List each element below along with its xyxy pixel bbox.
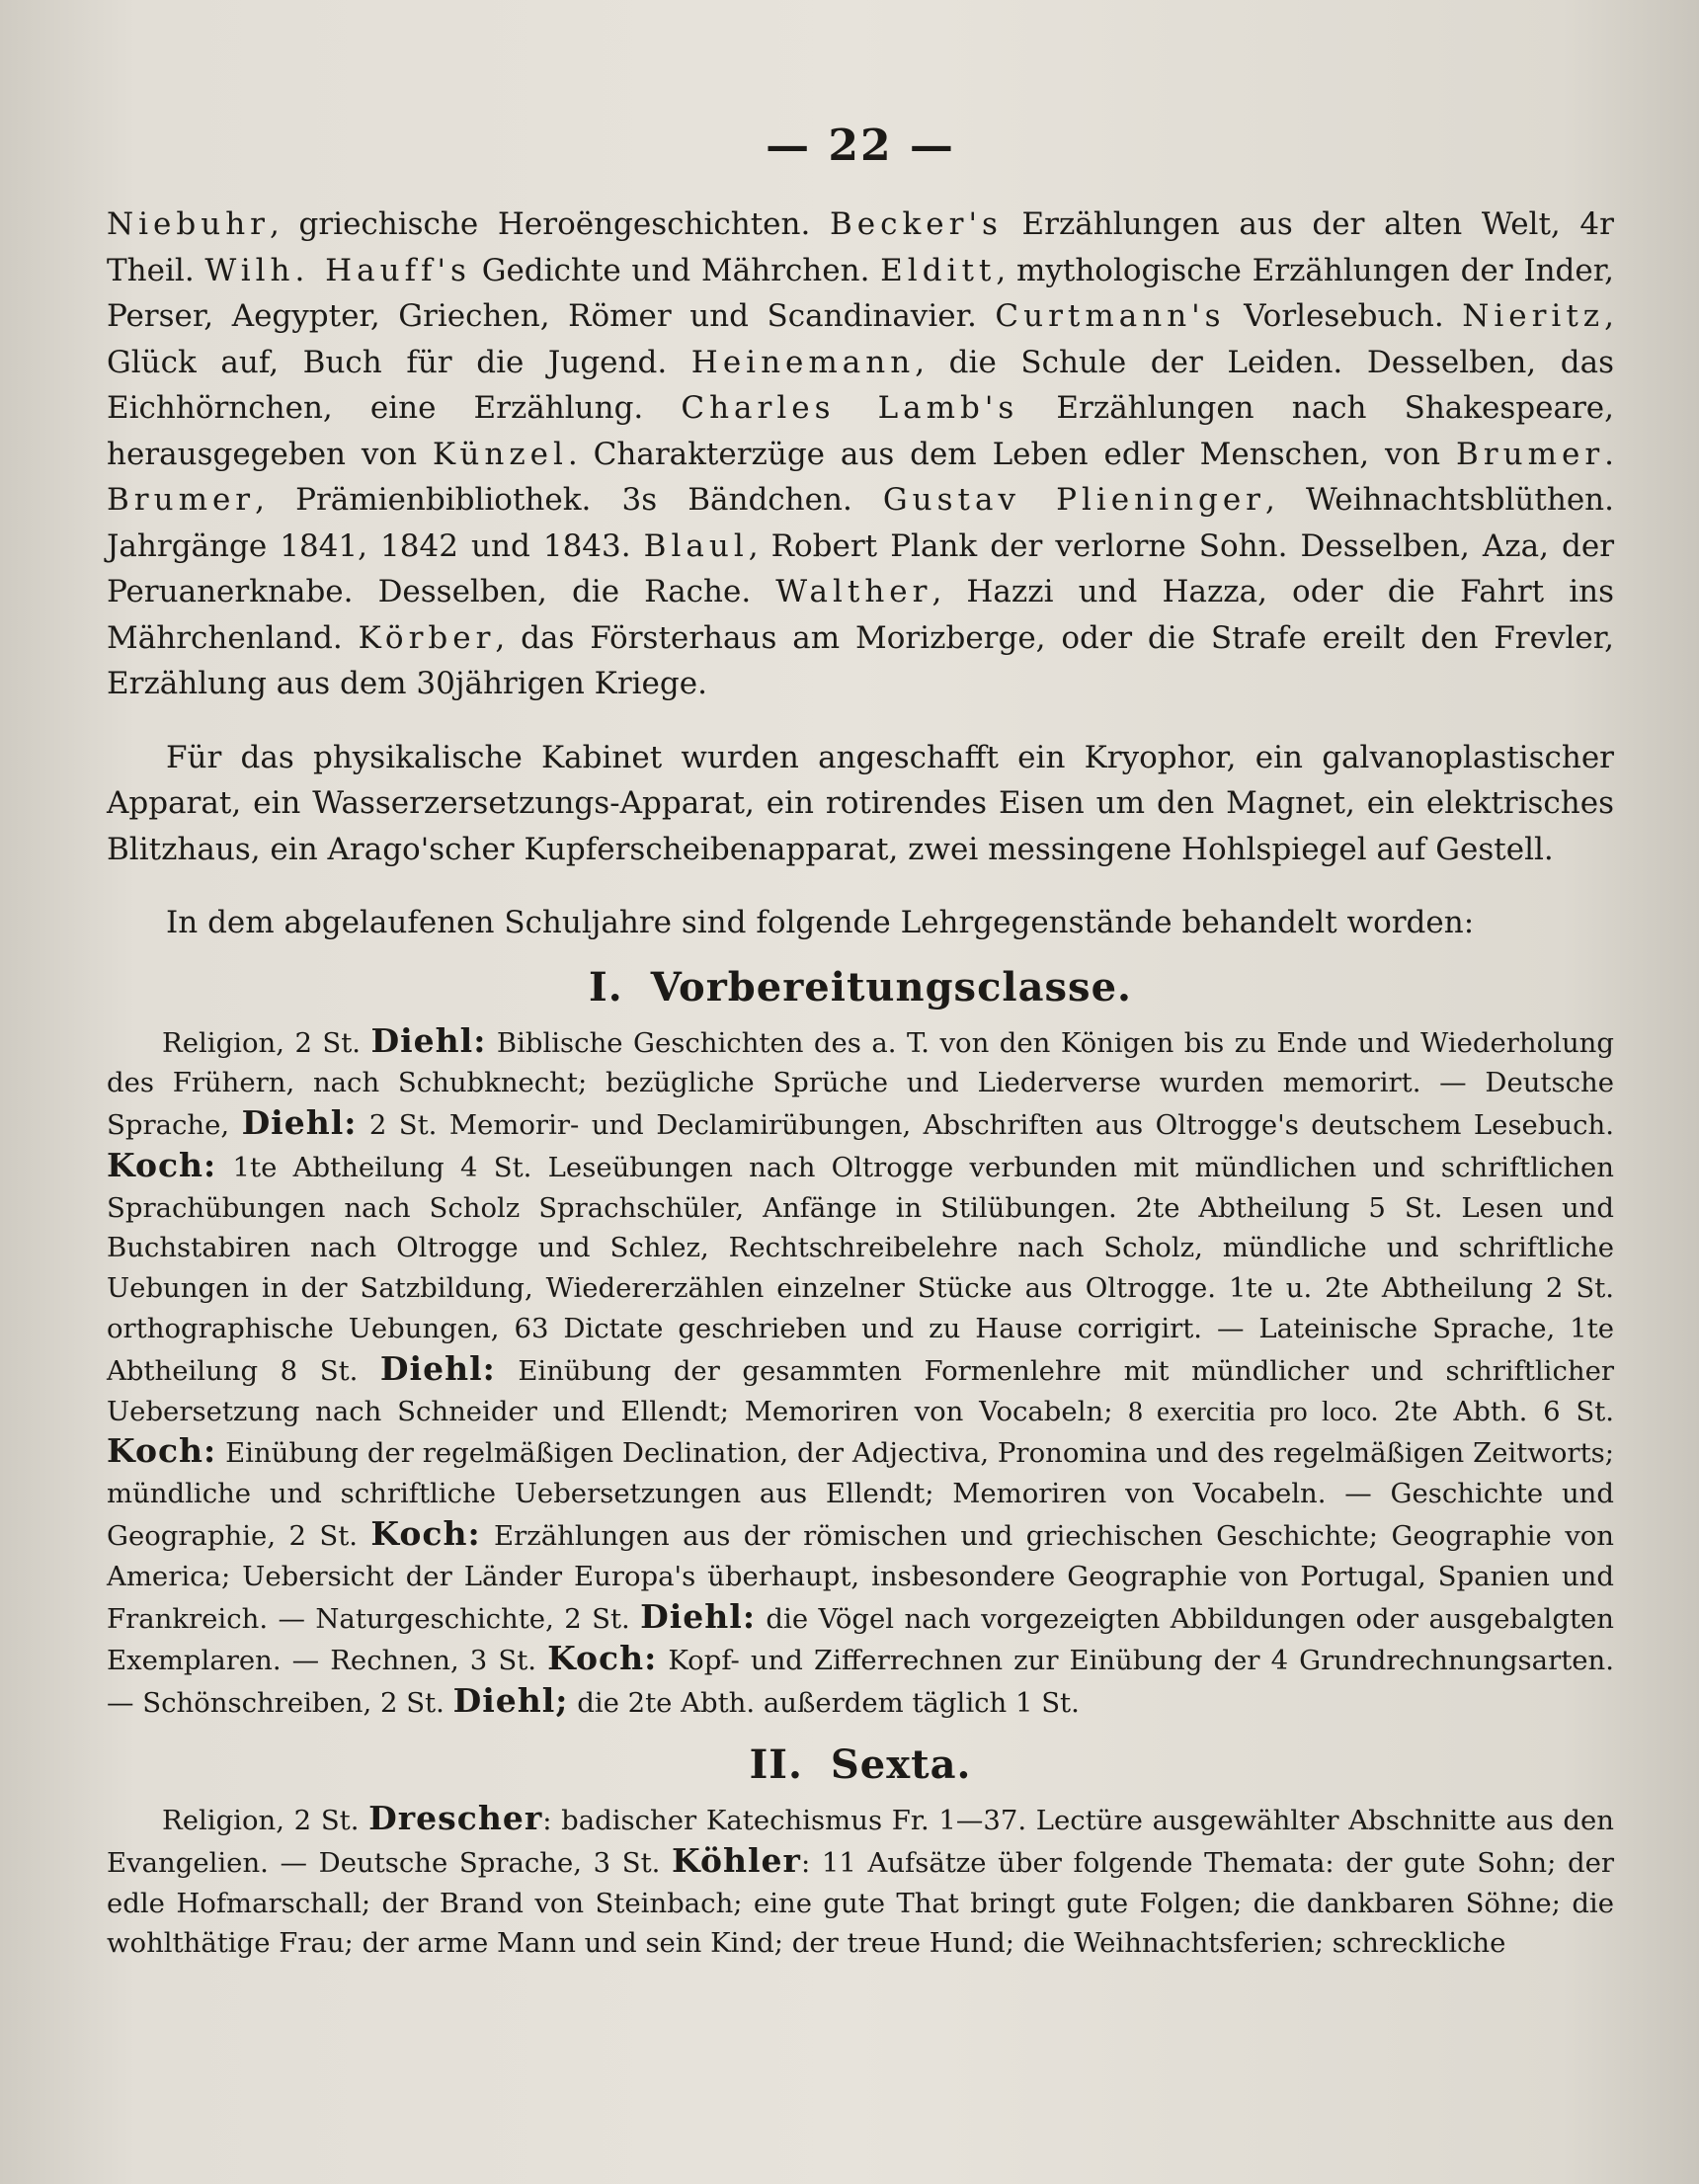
author-plieninger: Gustav Plieninger	[882, 482, 1265, 518]
page-number: — 22 —	[766, 121, 955, 171]
list-text: , Robert Plank der verlorne Sohn. Desselben, Aza, der Peruanerknabe. Desselben, die Rache.	[107, 527, 1615, 609]
body-text: Erzählungen aus der römischen und griechischen Geschichte; Geographie von America; Uebersicht der Länder Europa's überhaupt, insbesondere Geographie von Portugal, Spanien und Frankreich. — Naturgeschichte, 2 St.	[107, 1520, 1614, 1635]
teacher-name: Diehl:	[640, 1596, 757, 1636]
physics-cabinet-paragraph: Für das physikalische Kabinet wurden angeschafft ein Kryophor, ein galvanoplastischer Apparat, ein Wasserzersetzungs-Apparat, ein rotirendes Eisen um den Magnet, ein elektrisches Blitzhaus, ein Arago'scher Kupferscheibenapparat, zwei messingene Hohlspiegel auf Gestell.	[107, 739, 1614, 867]
body-text: 2te Abth. 6 St.	[1378, 1395, 1614, 1427]
body-text: 2 St. Memorir- und Declamirübungen, Abschriften aus Oltrogge's deutschem Lesebuch.	[357, 1109, 1615, 1142]
teacher-name: Diehl;	[452, 1681, 569, 1721]
section-heading-vorbereitungsclasse	[107, 960, 1614, 1015]
author-hauff: Wilh. Hauff's	[204, 252, 471, 288]
section-heading-sexta	[107, 1738, 1614, 1793]
section-title: Vorbereitungsclasse.	[650, 963, 1132, 1011]
section-title: Sexta.	[830, 1741, 972, 1789]
author-nieritz: Nieritz	[1462, 298, 1605, 334]
list-text: , Hazzi und Hazza, oder die Fahrt ins Mährchenland.	[107, 574, 1614, 656]
body-text: Einübung der gesammten Formenlehre mit mündlicher und schriftlicher Uebersetzung nach Schneider und Ellendt; Memoriren von Vocabeln;	[107, 1354, 1614, 1427]
body-text: Religion, 2 St.	[162, 1805, 369, 1837]
list-text: Gedichte und Mährchen.	[470, 252, 881, 288]
author-kuenzel: Künzel	[432, 436, 568, 472]
teacher-name: Diehl:	[241, 1103, 358, 1143]
body-text: Religion, 2 St.	[162, 1026, 371, 1059]
teacher-name: Koch:	[107, 1145, 217, 1184]
section2-body	[107, 1799, 1614, 1964]
author-lamb: Charles Lamb's	[681, 390, 1019, 426]
list-text: , Prämienbibliothek. 3s Bändchen.	[255, 482, 883, 518]
author-elditt: Elditt	[880, 252, 997, 288]
list-text: , griechische Heroëngeschichten.	[269, 206, 830, 242]
body-text: die Vögel nach vorgezeigten Abbildungen oder ausgebalgten Exemplaren. — Rechnen, 3 St.	[107, 1602, 1614, 1677]
author-brumer: Brumer	[107, 482, 256, 518]
list-text: Erzählungen nach Shakespeare, herausgegeben von	[107, 390, 1614, 472]
author-walther: Walther	[775, 574, 932, 609]
author-curtmann: Curtmann's	[995, 298, 1226, 334]
list-text: , die Schule der Leiden. Desselben, das Eichhörnchen, eine Erzählung.	[107, 344, 1615, 426]
list-text: , das Försterhaus am Morizberge, oder die Strafe ereilt den Frevler, Erzählung aus dem 30jährigen Kriege.	[107, 619, 1614, 701]
body-text: 1te Abtheilung 4 St. Leseübungen nach Oltrogge verbunden mit mündlichen und schriftlichen Sprachübungen nach Scholz Sprachschüler, Anfänge in Stilübungen. 2te Abtheilung 5 St. Lesen und Buchstabiren nach Oltrogge und Schlez, Rechtschreibelehre nach Scholz, mündliche und schriftliche Uebungen in der Satzbildung, Wiedererzählen einzelner Stücke aus Oltrogge. 1te u. 2te Abtheilung 2 St. orthographische Uebungen, 63 Dictate geschrieben und zu Hause corrigirt. — Lateinische Sprache, 1te Abtheilung 8 St.	[107, 1151, 1614, 1387]
latin-phrase: 8 exercitia pro loco.	[1128, 1395, 1379, 1427]
author-blaul: Blaul	[643, 527, 749, 564]
body-text: : 11 Aufsätze über folgende Themata: der gute Sohn; der edle Hofmarschall; der Brand von Steinbach; eine gute That bringt gute Folgen; die dankbaren Söhne; die wohlthätige Frau; der arme Mann und sein Kind; der treue Hund; die Weihnachtsferien; schreckliche	[107, 1846, 1614, 1960]
body-text: Biblische Geschichten des a. T. von den Königen bis zu Ende und Wiederholung des Frühern, nach Schubknecht; bezügliche Sprüche und Liederverse wurden memorirt. — Deutsche Sprache,	[107, 1026, 1614, 1142]
teacher-name: Koch:	[547, 1639, 658, 1678]
author-niebuhr: Niebuhr	[107, 206, 270, 242]
list-text: .	[1604, 436, 1614, 472]
teacher-name: Diehl:	[370, 1020, 487, 1060]
list-text: , Glück auf, Buch für die Jugend.	[107, 298, 1614, 380]
author-brumer: Brumer	[1456, 436, 1605, 472]
section-number: I.	[589, 963, 623, 1011]
author-heinemann: Heinemann	[690, 344, 916, 380]
intro-paragraph: In dem abgelaufenen Schuljahre sind folgende Lehrgegenstände behandelt worden:	[166, 905, 1475, 940]
section-number: II.	[749, 1741, 803, 1789]
section1-body	[107, 1021, 1614, 1725]
teacher-name: Diehl:	[379, 1348, 496, 1388]
body-text: Einübung der regelmäßigen Declination, der Adjectiva, Pronomina und des regelmäßigen Zeitworts; mündliche und schriftliche Uebersetzungen aus Ellendt; Memoriren von Vocabeln. — Geschichte und Geographie, 2 St.	[107, 1437, 1614, 1553]
list-text: Vorlesebuch.	[1225, 298, 1463, 334]
teacher-name: Drescher	[368, 1799, 543, 1838]
teacher-name: Koch:	[107, 1431, 217, 1471]
list-text: , Weihnachtsblüthen. Jahrgänge 1841, 1842 und 1843.	[107, 482, 1614, 564]
teacher-name: Koch:	[370, 1514, 481, 1554]
list-text: , mythologische Erzählungen der Inder, Perser, Aegypter, Griechen, Römer und Scandinavier.	[107, 252, 1614, 334]
body-text: : badischer Katechismus Fr. 1—37. Lectüre ausgewählter Abschnitte aus den Evangelien. — Deutsche Sprache, 3 St.	[107, 1805, 1614, 1879]
author-becker: Becker's	[830, 206, 1003, 242]
list-text: Erzählungen aus der alten Welt, 4r Theil.	[107, 206, 1614, 288]
list-text: . Charakterzüge aus dem Leben edler Menschen, von	[567, 436, 1457, 472]
library-list-paragraph	[107, 202, 1614, 707]
body-text: Kopf- und Zifferrechnen zur Einübung der 4 Grundrechnungsarten. — Schönschreiben, 2 St.	[107, 1645, 1614, 1720]
body-text: die 2te Abth. außerdem täglich 1 St.	[568, 1687, 1080, 1720]
teacher-name: Köhler	[672, 1840, 801, 1880]
author-koerber: Körber	[358, 619, 496, 656]
